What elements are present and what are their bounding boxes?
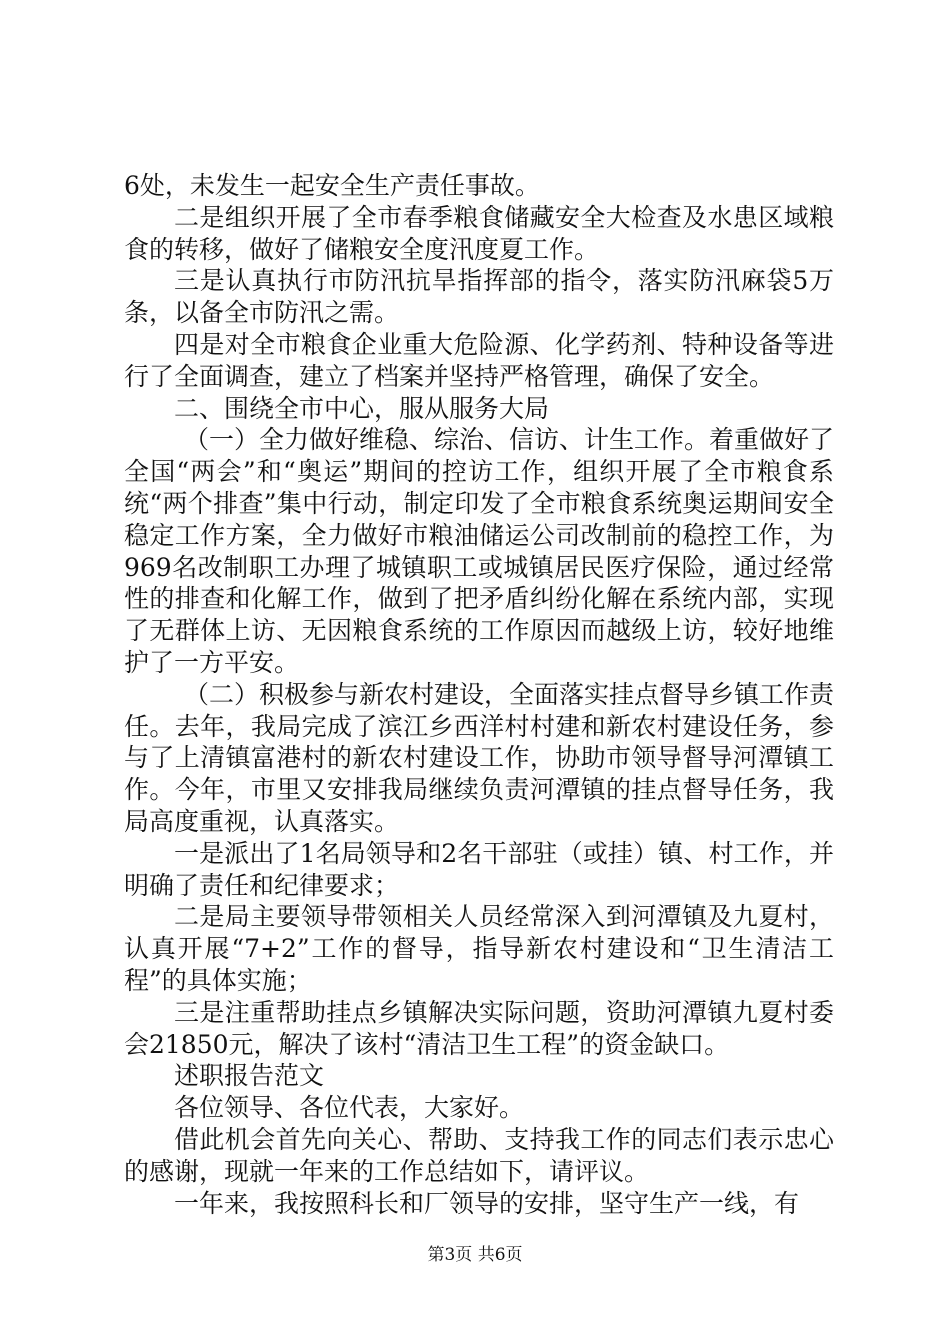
paragraph-2: 二是组织开展了全市春季粮食储藏安全大检查及水患区域粮食的转移，做好了储粮安全度汛度夏工作。 [124, 202, 834, 264]
paragraph-4: 四是对全市粮食企业重大危险源、化学药剂、特种设备等进行了全面调查，建立了档案并坚持严格管理，确保了安全。 [124, 329, 834, 391]
paragraph-7: 三是注重帮助挂点乡镇解决实际问题，资助河潭镇九夏村委会21850元，解决了该村“清洁卫生工程”的资金缺口。 [124, 997, 834, 1059]
report-title: 述职报告范文 [174, 1061, 325, 1091]
paragraph-5: 一是派出了1名局领导和2名干部驻（或挂）镇、村工作，并明确了责任和纪律要求； [124, 838, 834, 900]
paragraph-subsection-2: （二）积极参与新农村建设，全面落实挂点督导乡镇工作责任。去年，我局完成了滨江乡西洋村村建和新农村建设任务，参与了上清镇富港村的新农村建设工作，协助市领导督导河潭镇工作。今年，市里又安排我局继续负责河潭镇的挂点督导任务，我局高度重视，认真落实。 [124, 679, 835, 836]
page-number: 第3页 共6页 [427, 1245, 523, 1265]
greeting: 各位领导、各位代表，大家好。 [174, 1093, 525, 1123]
paragraph-6: 二是局主要领导带领相关人员经常深入到河潭镇及九夏村，认真开展“7+2”工作的督导，指导新农村建设和“卫生清洁工程”的具体实施； [124, 902, 834, 995]
paragraph-9: 一年来，我按照科长和厂领导的安排，坚守生产一线，有 [174, 1188, 800, 1218]
paragraph-3: 三是认真执行市防汛抗旱指挥部的指令，落实防汛麻袋5万条，以备全市防汛之需。 [124, 266, 834, 328]
document-body [124, 170, 834, 1219]
section-heading: 二、围绕全市中心，服从服务大局 [174, 393, 550, 423]
paragraph-subsection-1: （一）全力做好维稳、综治、信访、计生工作。着重做好了全国“两会”和“奥运”期间的控访工作，组织开展了全市粮食系统“两个排查”集中行动，制定印发了全市粮食系统奥运期间安全稳定工作方案，全力做好市粮油储运公司改制前的稳控工作，为969名改制职工办理了城镇职工或城镇居民医疗保险，通过经常性的排查和化解工作，做到了把矛盾纠纷化解在系统内部，实现了无群体上访、无因粮食系统的工作原因而越级上访，较好地维护了一方平安。 [124, 425, 835, 677]
page-footer [0, 1240, 950, 1265]
paragraph-1: 6处，未发生一起安全生产责任事故。 [124, 171, 540, 200]
paragraph-8: 借此机会首先向关心、帮助、支持我工作的同志们表示忠心的感谢，现就一年来的工作总结如下，请评议。 [124, 1124, 834, 1186]
